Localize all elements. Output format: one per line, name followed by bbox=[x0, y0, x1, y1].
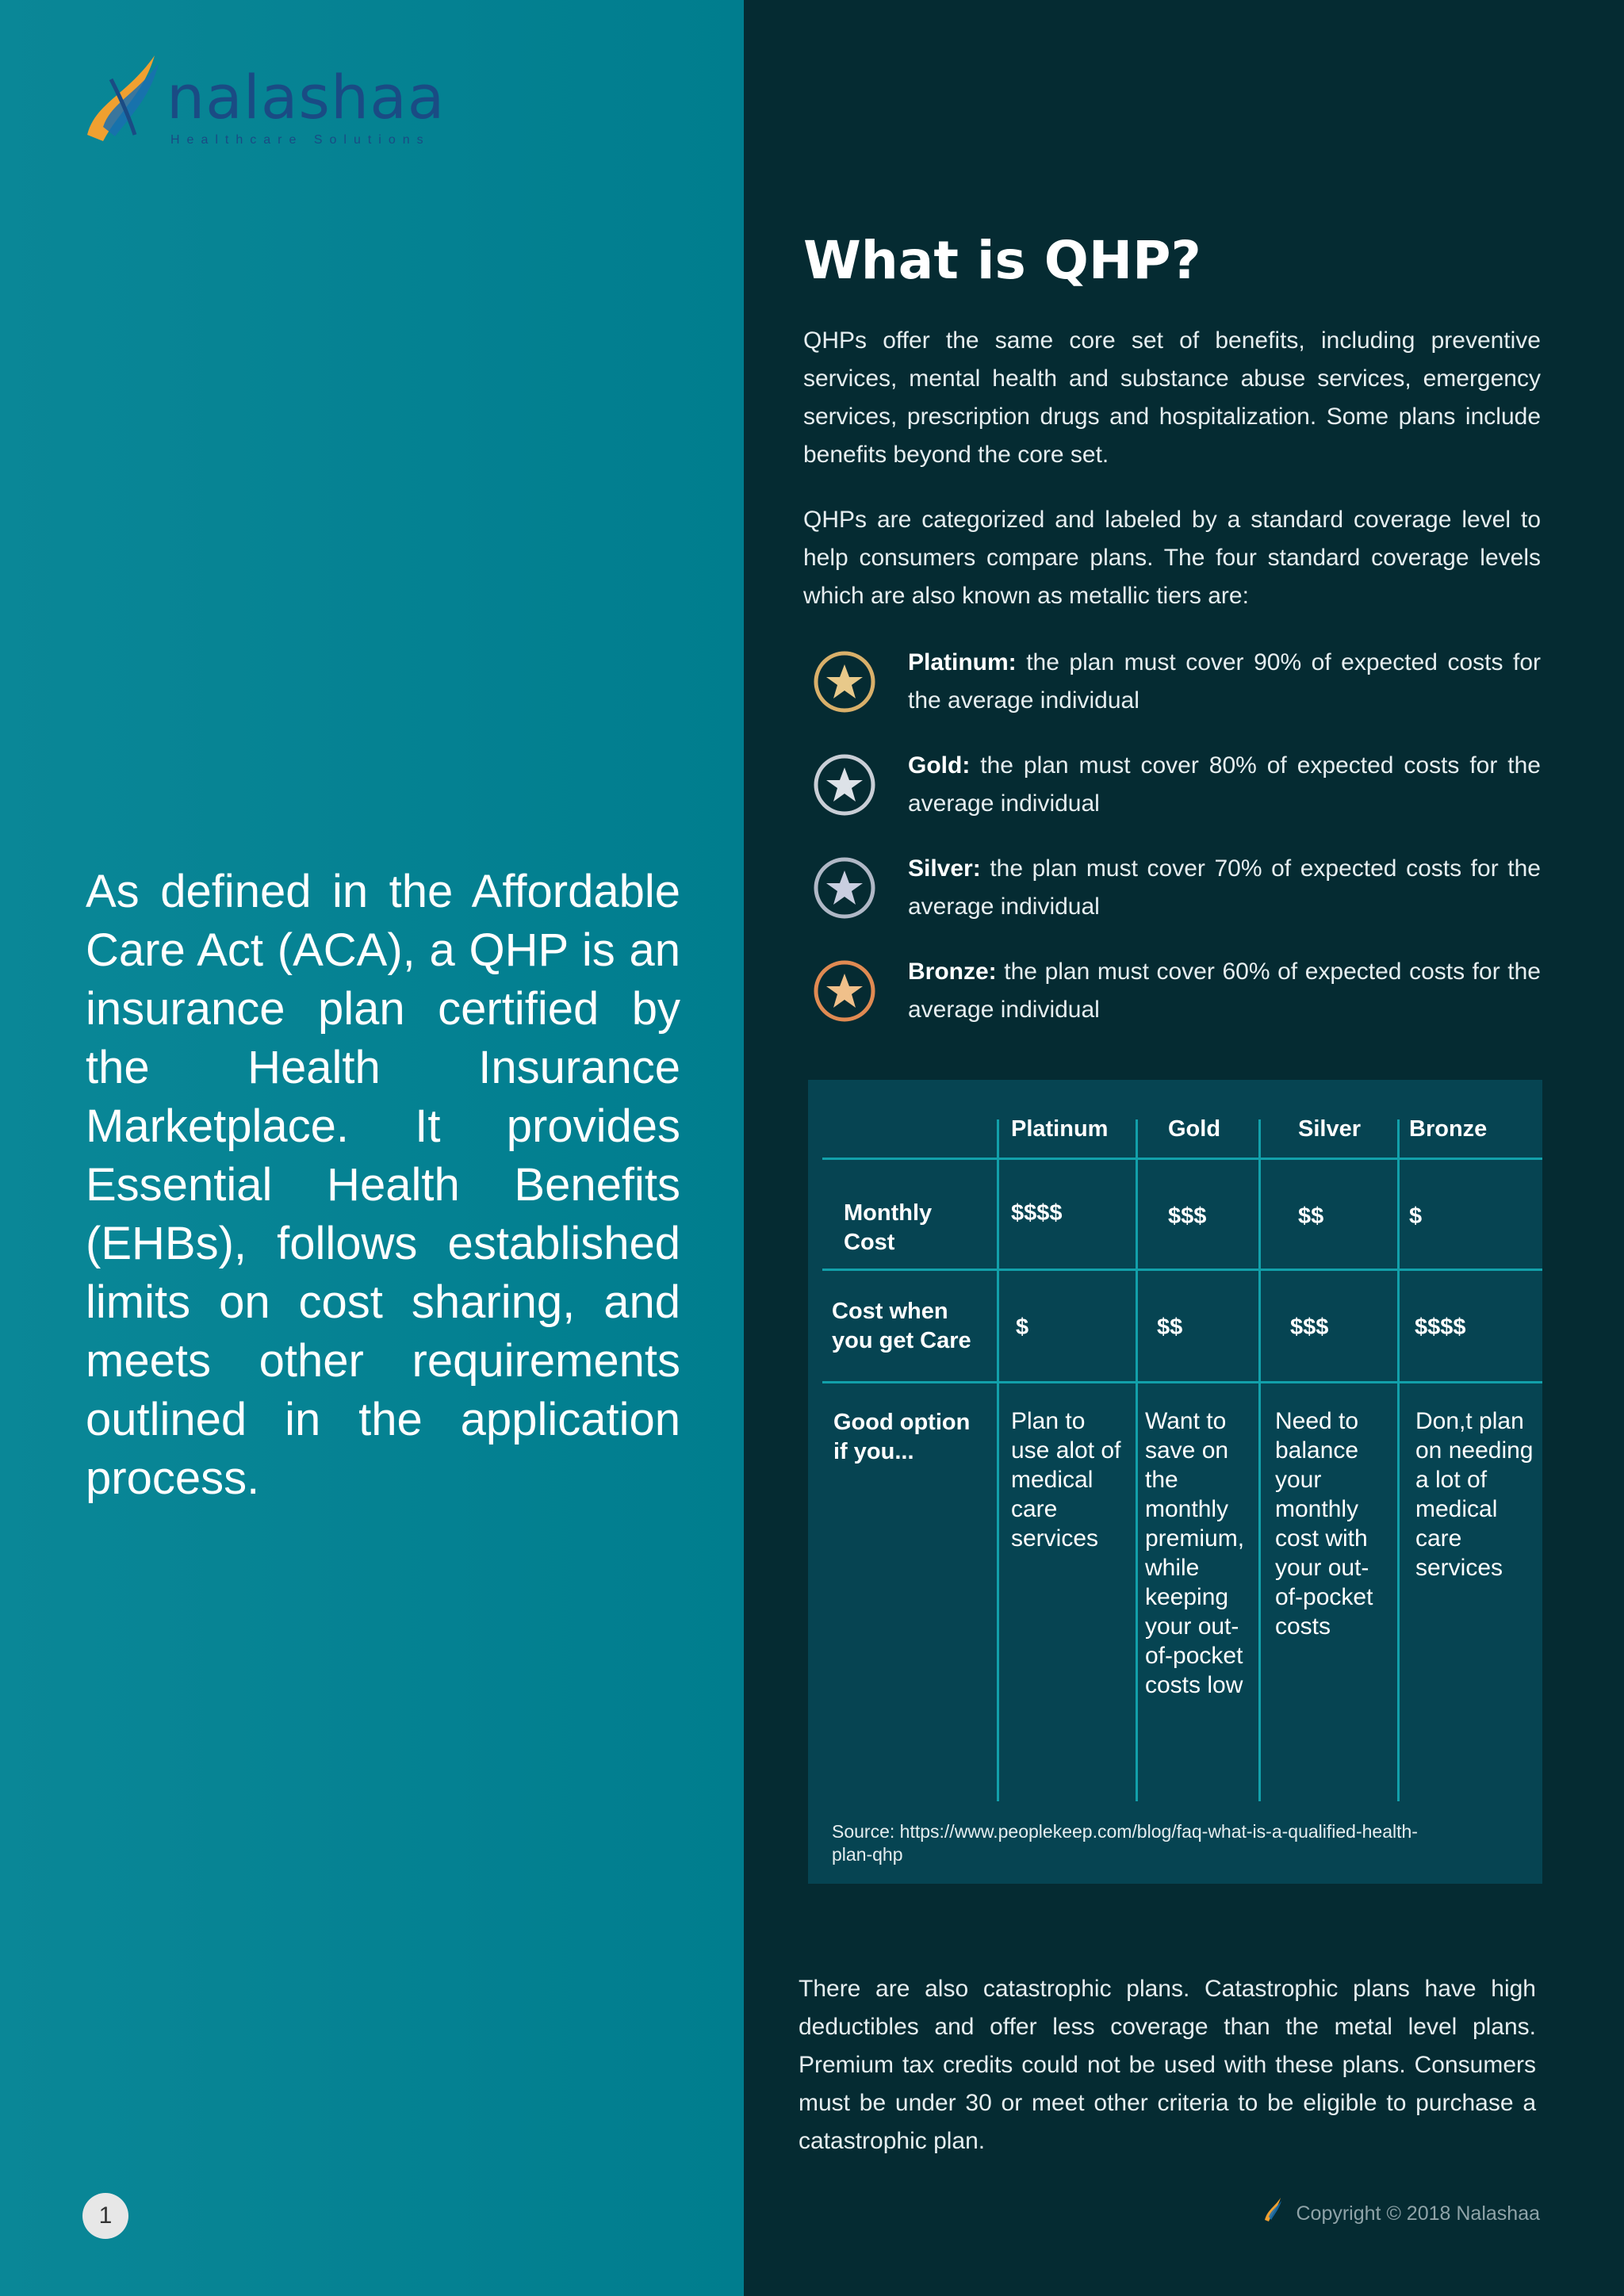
tier-description: Platinum: the plan must cover 90% of expected costs for the average individual bbox=[908, 649, 1541, 714]
logo-mark-icon bbox=[79, 48, 167, 151]
copyright: Copyright © 2018 Nalashaa bbox=[1296, 2202, 1540, 2225]
tiers-paragraph: QHPs are categorized and labeled by a standard coverage level to help consumers compare plans. The four standard coverage levels which are also known as metallic tiers are: bbox=[803, 507, 1541, 609]
cost-value: $$ bbox=[1298, 1203, 1324, 1229]
star-badge-icon bbox=[813, 856, 876, 920]
row-label-cost-when-care: Cost when you get Care bbox=[832, 1299, 971, 1353]
brand-tagline: Healthcare Solutions bbox=[170, 133, 431, 147]
cost-value: $$$$ bbox=[1011, 1200, 1063, 1226]
tier-list bbox=[803, 644, 1541, 1056]
column-divider bbox=[1258, 1119, 1261, 1801]
cost-value: $$$ bbox=[1290, 1314, 1329, 1340]
row-divider bbox=[822, 1381, 1542, 1383]
cost-value: $ bbox=[1016, 1314, 1029, 1340]
brand-name: nalashaa bbox=[167, 62, 446, 132]
good-option-text: Plan to use alot of medical care services bbox=[1011, 1408, 1121, 1552]
good-option-text: Don,t plan on needing a lot of medical care services bbox=[1415, 1408, 1534, 1581]
catastrophic-paragraph: There are also catastrophic plans. Catastrophic plans have high deductibles and offer less coverage than the metal level plans. Premium tax credits could not be used with these plans. Consumers must be under 30 or meet other criteria to be eligible to purchase a catastrophic plan. bbox=[799, 1976, 1536, 2154]
tier-description: Gold: the plan must cover 80% of expected costs for the average individual bbox=[908, 752, 1541, 817]
good-option-text: Need to balance your monthly cost with your out-of-pocket costs bbox=[1275, 1408, 1373, 1640]
brand-mark-icon bbox=[1262, 2196, 1283, 2223]
tier-description: Bronze: the plan must cover 60% of expected costs for the average individual bbox=[908, 959, 1541, 1023]
good-option-text: Want to save on the monthly premium, while keeping your out-of-pocket costs low bbox=[1145, 1408, 1245, 1698]
tier-bronze bbox=[803, 953, 1541, 1056]
row-label-monthly-cost: Monthly Cost bbox=[844, 1200, 933, 1255]
tier-platinum bbox=[803, 644, 1541, 747]
cost-value: $$$ bbox=[1168, 1203, 1207, 1229]
column-header-platinum: Platinum bbox=[1011, 1116, 1109, 1142]
page-number: 1 bbox=[82, 2193, 128, 2239]
tier-gold bbox=[803, 747, 1541, 850]
brand-logo bbox=[79, 48, 444, 151]
comparison-table bbox=[808, 1080, 1542, 1884]
row-divider bbox=[822, 1269, 1542, 1271]
left-panel bbox=[0, 0, 744, 2296]
tier-description: Silver: the plan must cover 70% of expected costs for the average individual bbox=[908, 855, 1541, 920]
column-divider bbox=[997, 1119, 999, 1801]
star-badge-icon bbox=[813, 959, 876, 1023]
intro-paragraph: QHPs offer the same core set of benefits, including preventive services, mental health and substance abuse services, emergency services, prescription drugs and hospitalization. Some plans include benefits beyond the core set. bbox=[803, 327, 1541, 468]
star-badge-icon bbox=[813, 650, 876, 714]
column-header-gold: Gold bbox=[1168, 1116, 1221, 1142]
lead-text: As defined in the Affordable Care Act (ACA), a QHP is an insurance plan certified by the Health Insurance Marketplace. It provides Essential Health Benefits (EHBs), follows established limits on cost sharing, and meets other requirements outlined in the application process. bbox=[86, 866, 680, 1504]
row-divider bbox=[822, 1158, 1542, 1160]
cost-value: $$$$ bbox=[1415, 1314, 1466, 1340]
column-header-bronze: Bronze bbox=[1409, 1116, 1488, 1142]
column-divider bbox=[1397, 1119, 1400, 1801]
page-title: What is QHP? bbox=[803, 230, 1201, 291]
column-header-silver: Silver bbox=[1298, 1116, 1361, 1142]
cost-value: $$ bbox=[1157, 1314, 1183, 1340]
star-badge-icon bbox=[813, 753, 876, 817]
row-label-good-option: Good option if you... bbox=[833, 1410, 971, 1464]
cost-value: $ bbox=[1409, 1203, 1423, 1229]
column-divider bbox=[1136, 1119, 1138, 1801]
table-source: Source: https://www.peoplekeep.com/blog/faq-what-is-a-qualified-health-plan-qhp bbox=[832, 1821, 1418, 1865]
tier-silver bbox=[803, 850, 1541, 953]
